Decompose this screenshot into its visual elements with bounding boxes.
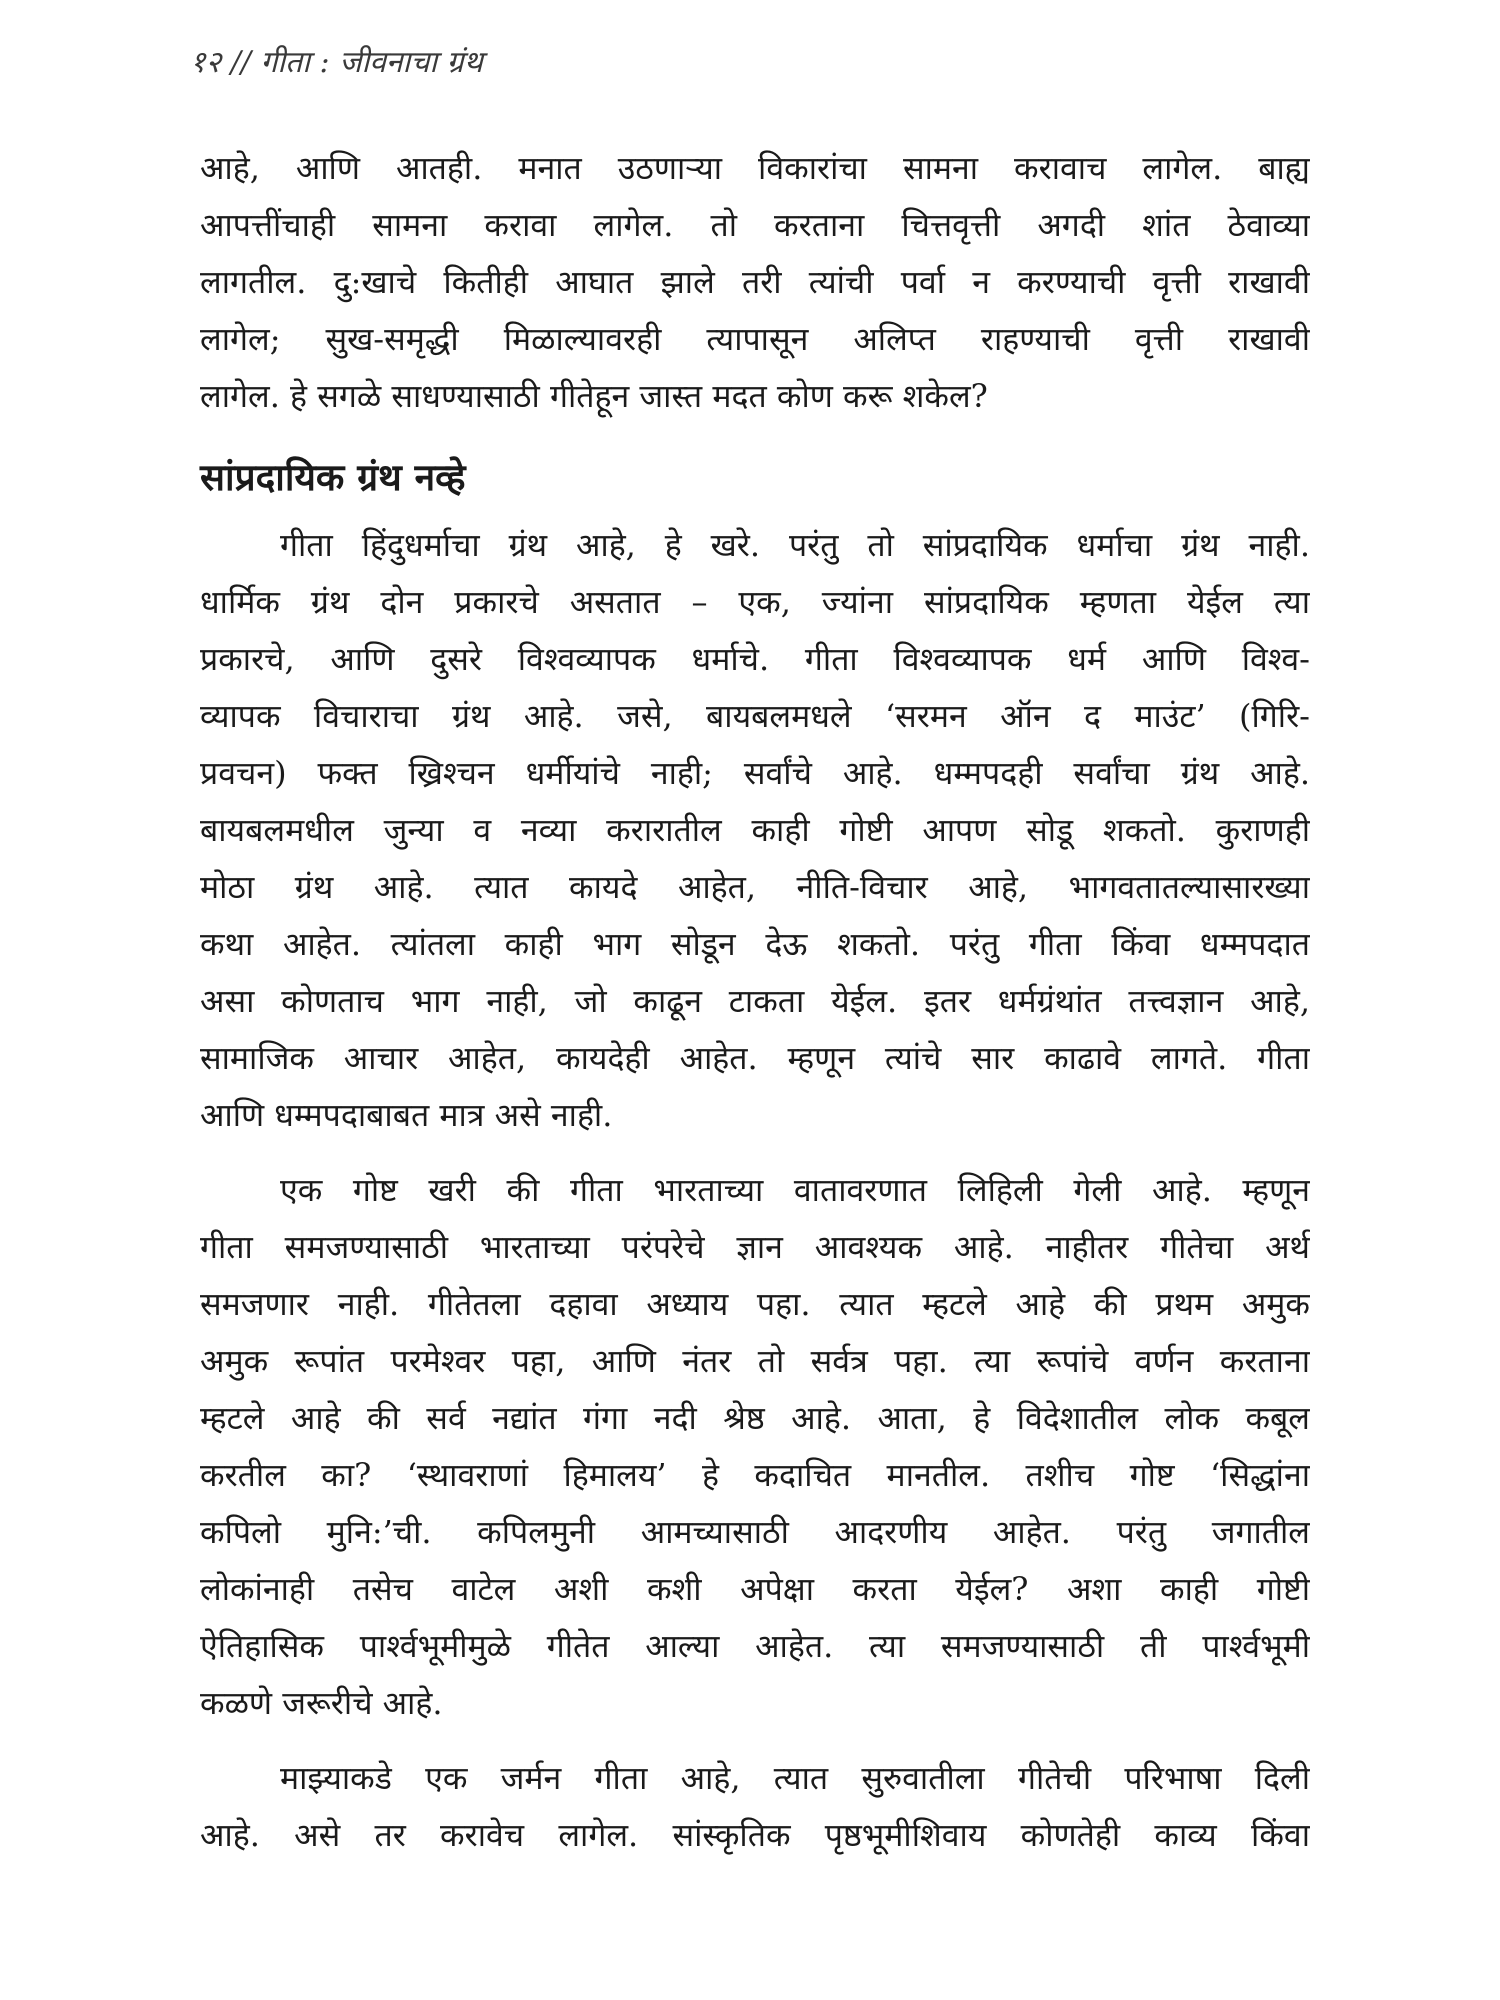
text-line: व्यापक विचाराचा ग्रंथ आहे. जसे, बायबलमधले ‘सरमन ऑन द माउंट’ (गिरि- [200, 697, 1310, 735]
text-line: एक गोष्ट खरी की गीता भारताच्या वातावरणात लिहिली गेली आहे. म्हणून [280, 1171, 1310, 1209]
running-header: १२ // गीता : जीवनाचा ग्रंथ [190, 45, 483, 80]
text-line: मोठा ग्रंथ आहे. त्यात कायदे आहेत, नीति-विचार आहे, भागवतातल्यासारख्या [200, 868, 1310, 906]
text-line: ऐतिहासिक पार्श्वभूमीमुळे गीतेत आल्या आहेत. त्या समजण्यासाठी ती पार्श्वभूमी [200, 1627, 1310, 1665]
text-line: आपत्तींचाही सामना करावा लागेल. तो करताना चित्तवृत्ती अगदी शांत ठेवाव्या [200, 206, 1310, 244]
text-line: कथा आहेत. त्यांतला काही भाग सोडून देऊ शकतो. परंतु गीता किंवा धम्मपदात [200, 925, 1310, 963]
text-line: सामाजिक आचार आहेत, कायदेही आहेत. म्हणून त्यांचे सार काढावे लागते. गीता [200, 1039, 1310, 1077]
text-line: बायबलमधील जुन्या व नव्या करारातील काही गोष्टी आपण सोडू शकतो. कुराणही [200, 811, 1310, 849]
text-line: गीता हिंदुधर्माचा ग्रंथ आहे, हे खरे. परंतु तो सांप्रदायिक धर्माचा ग्रंथ नाही. [280, 526, 1310, 564]
text-line: प्रवचन) फक्त ख्रिश्चन धर्मीयांचे नाही; सर्वांचे आहे. धम्मपदही सर्वांचा ग्रंथ आहे. [200, 754, 1310, 792]
text-line: कपिलो मुनि:’ची. कपिलमुनी आमच्यासाठी आदरणीय आहेत. परंतु जगातील [200, 1513, 1310, 1551]
text-line: लोकांनाही तसेच वाटेल अशी कशी अपेक्षा करता येईल? अशा काही गोष्टी [200, 1570, 1310, 1608]
text-line: आहे, आणि आतही. मनात उठणाऱ्या विकारांचा सामना करावाच लागेल. बाह्य [200, 149, 1310, 187]
paragraph-4 [200, 1750, 1310, 1864]
page-body [200, 140, 1310, 1864]
text-line: लागेल; सुख-समृद्धी मिळाल्यावरही त्यापासून अलिप्त राहण्याची वृत्ती राखावी [200, 320, 1310, 358]
paragraph-3 [200, 1162, 1310, 1732]
paragraph-1 [200, 140, 1310, 425]
text-line: आणि धम्मपदाबाबत मात्र असे नाही. [200, 1096, 613, 1134]
text-line: आहे. असे तर करावेच लागेल. सांस्कृतिक पृष्ठभूमीशिवाय कोणतेही काव्य किंवा [200, 1816, 1310, 1854]
text-line: लागेल. हे सगळे साधण्यासाठी गीतेहून जास्त मदत कोण करू शकेल? [200, 377, 988, 415]
text-line: धार्मिक ग्रंथ दोन प्रकारचे असतात – एक, ज्यांना सांप्रदायिक म्हणता येईल त्या [200, 583, 1310, 621]
paragraph-gap [200, 1732, 1310, 1750]
paragraph-gap [200, 1144, 1310, 1162]
text-line: लागतील. दु:खाचे कितीही आघात झाले तरी त्यांची पर्वा न करण्याची वृत्ती राखावी [200, 263, 1310, 301]
text-line: माझ्याकडे एक जर्मन गीता आहे, त्यात सुरुवातीला गीतेची परिभाषा दिली [280, 1759, 1310, 1797]
text-line: गीता समजण्यासाठी भारताच्या परंपरेचे ज्ञान आवश्यक आहे. नाहीतर गीतेचा अर्थ [200, 1228, 1310, 1266]
text-line: अमुक रूपांत परमेश्वर पहा, आणि नंतर तो सर्वत्र पहा. त्या रूपांचे वर्णन करताना [200, 1342, 1310, 1380]
text-line: कळणे जरूरीचे आहे. [200, 1684, 443, 1722]
text-line: करतील का? ‘स्थावराणां हिमालय’ हे कदाचित मानतील. तशीच गोष्ट ‘सिद्धांना [200, 1456, 1310, 1494]
section-heading: सांप्रदायिक ग्रंथ नव्हे [200, 455, 466, 499]
paragraph-2 [200, 517, 1310, 1144]
text-line: असा कोणताच भाग नाही, जो काढून टाकता येईल. इतर धर्मग्रंथांत तत्त्वज्ञान आहे, [200, 982, 1310, 1020]
text-line: प्रकारचे, आणि दुसरे विश्वव्यापक धर्माचे. गीता विश्वव्यापक धर्म आणि विश्व- [200, 640, 1310, 678]
text-line: समजणार नाही. गीतेतला दहावा अध्याय पहा. त्यात म्हटले आहे की प्रथम अमुक [200, 1285, 1310, 1323]
text-line: म्हटले आहे की सर्व नद्यांत गंगा नदी श्रेष्ठ आहे. आता, हे विदेशातील लोक कबूल [200, 1399, 1310, 1437]
